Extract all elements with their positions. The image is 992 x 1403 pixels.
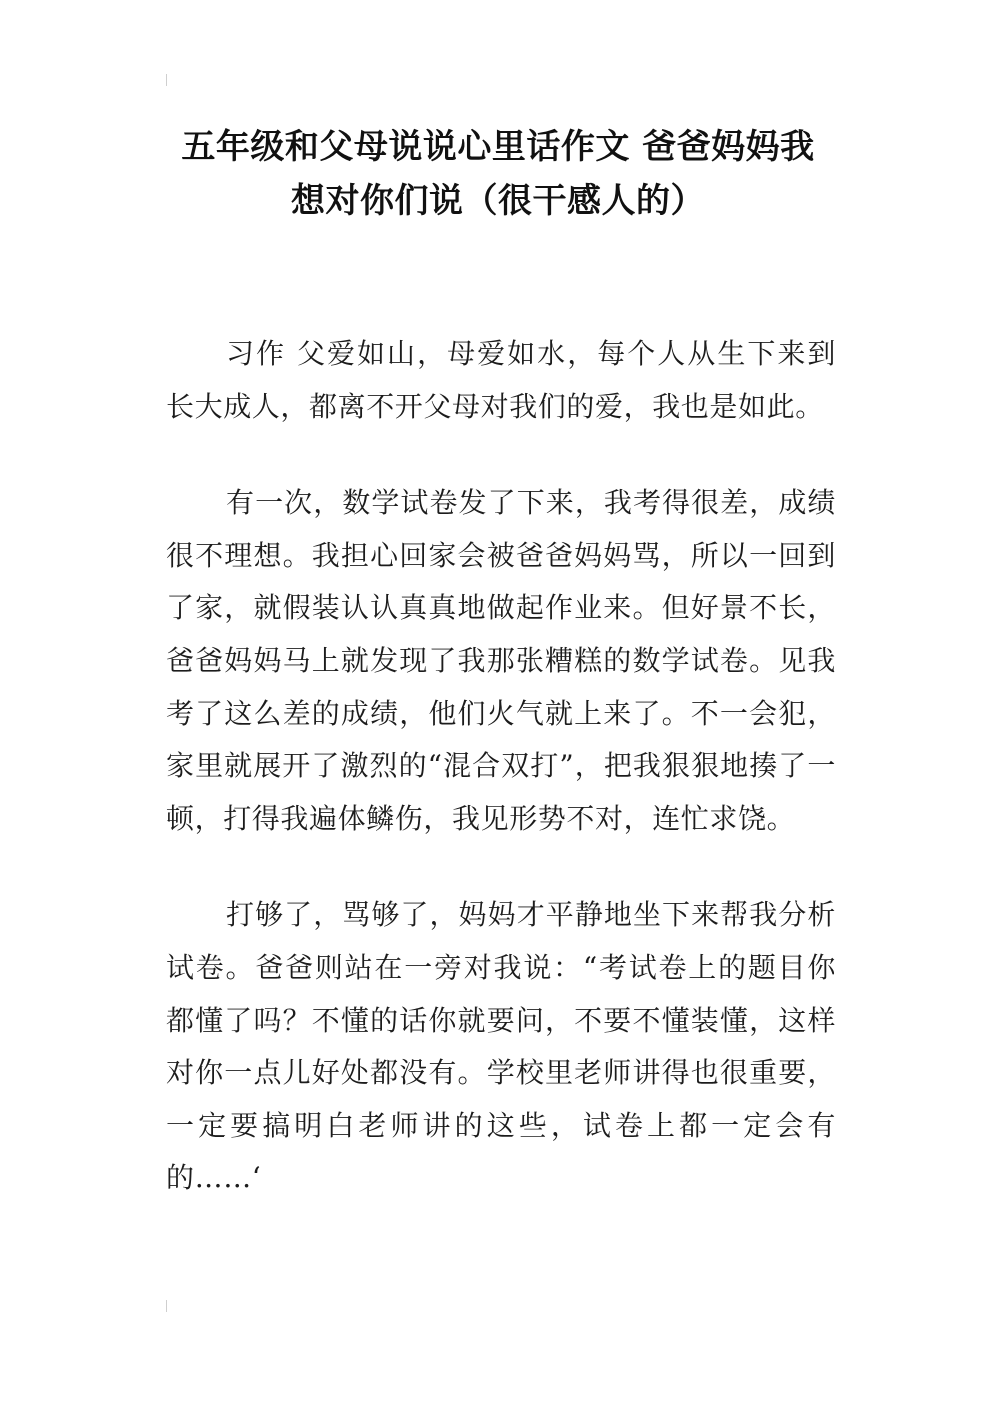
paragraph-3: 打够了，骂够了，妈妈才平静地坐下来帮我分析试卷。爸爸则站在一旁对我说：“考试卷上的题目你都懂了吗？不懂的话你就要问，不要不懂装懂，这样对你一点儿好处都没有。学校里老师讲得也很重要，一定要搞明白老师讲的这些，试卷上都一定会有的……‘ <box>166 898 836 1195</box>
page-margin-mark-bottom <box>166 1300 167 1312</box>
paragraph-2: 有一次，数学试卷发了下来，我考得很差，成绩很不理想。我担心回家会被爸爸妈妈骂，所以一回到了家，就假装认认真真地做起作业来。但好景不长，爸爸妈妈马上就发现了我那张糟糕的数学试卷。见我考了这么差的成绩，他们火气就上来了。不一会犯，家里就展开了激烈的“混合双打”，把我狠狠地揍了一顿，打得我遍体鳞伤，我见形势不对，连忙求饶。 <box>166 486 836 835</box>
document-title: 五年级和父母说说心里话作文 爸爸妈妈我想对你们说（很干感人的） <box>181 127 815 221</box>
paragraph-1: 习作 父爱如山，母爱如水，每个人从生下来到长大成人，都离不开父母对我们的爱，我也是如此。 <box>166 337 836 423</box>
document-body <box>166 328 836 1249</box>
page-margin-mark-top <box>166 74 167 86</box>
